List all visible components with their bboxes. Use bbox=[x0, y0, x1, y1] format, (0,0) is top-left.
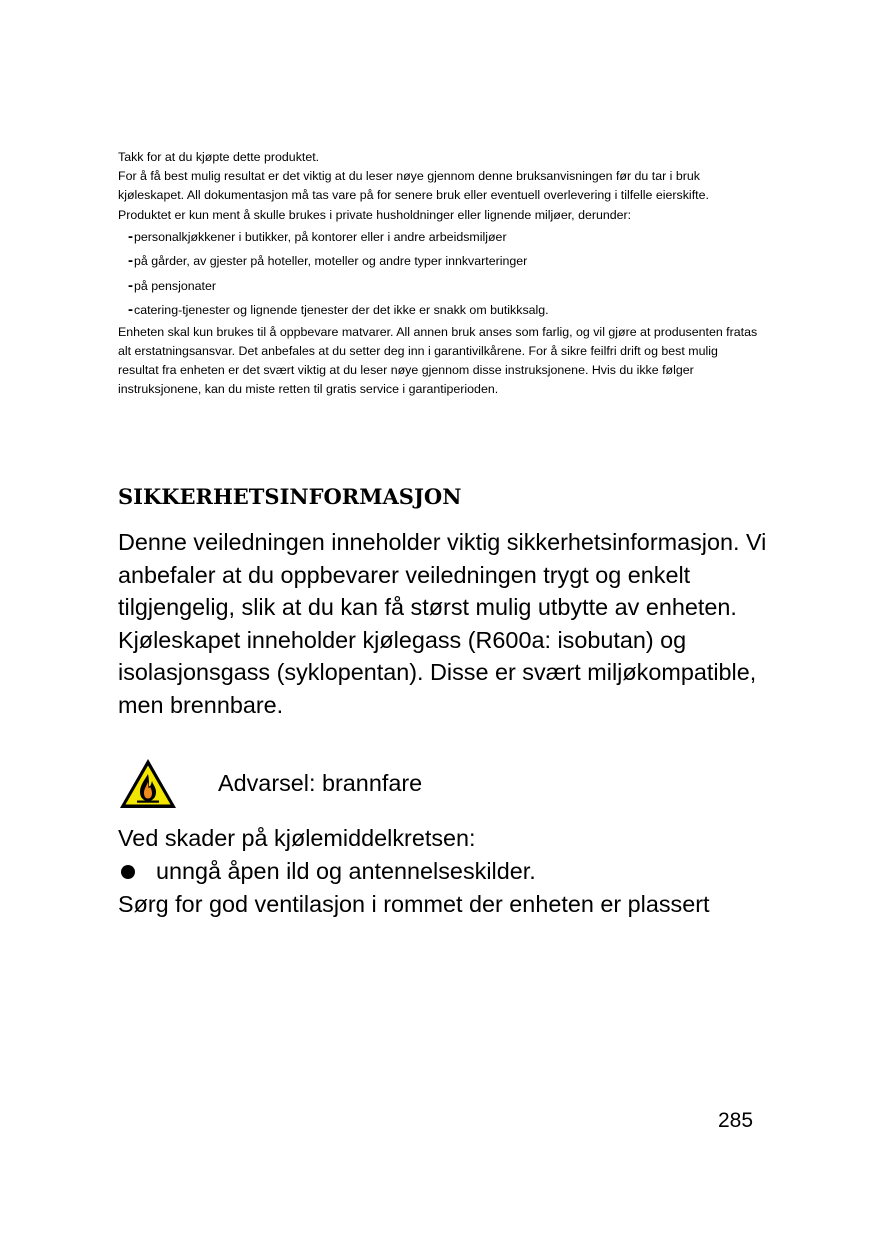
list-item-text: på gårder, av gjester på hoteller, moteller og andre typer innkvarteringer bbox=[134, 254, 528, 269]
list-dash: - bbox=[128, 227, 133, 245]
damage-bullet bbox=[118, 855, 798, 888]
list-item bbox=[128, 225, 758, 250]
page-number: 285 bbox=[718, 1109, 754, 1132]
list-dash: - bbox=[128, 276, 133, 294]
intro-section bbox=[118, 148, 758, 400]
safety-paragraph-1: Denne veiledningen inneholder viktig sikkerhetsinformasjon. Vi anbefaler at du oppbevarer veiledningen trygt og enkelt tilgjengelig, slik at du kan få størst mulig utbytte av enheten. bbox=[118, 529, 767, 621]
warning-text: Advarsel: brannfare bbox=[218, 770, 423, 796]
list-item bbox=[128, 249, 758, 274]
list-item bbox=[128, 298, 758, 323]
list-item-text: personalkjøkkener i butikker, på kontorer eller i andre arbeidsmiljøer bbox=[134, 229, 507, 244]
damage-heading: Ved skader på kjølemiddelkretsen: bbox=[118, 825, 476, 851]
usage-list bbox=[118, 225, 758, 323]
section-heading: SIKKERHETSINFORMASJON bbox=[118, 484, 462, 509]
list-item-text: på pensjonater bbox=[134, 278, 216, 293]
flammable-warning-icon bbox=[118, 757, 178, 811]
damage-bullet-text: unngå åpen ild og antennelseskilder. bbox=[156, 858, 536, 884]
list-item bbox=[128, 274, 758, 299]
bullet-dot-icon bbox=[121, 865, 135, 879]
safety-paragraph-2: Kjøleskapet inneholder kjølegass (R600a: isobutan) og isolasjonsgass (syklopentan). Disse er svært miljøkompatible, men brennbare. bbox=[118, 626, 757, 718]
intro-thanks: Takk for at du kjøpte dette produktet. bbox=[118, 150, 320, 164]
warning-row bbox=[118, 757, 778, 813]
safety-text bbox=[118, 526, 778, 722]
ventilation-text: Sørg for god ventilasjon i rommet der enheten er plassert bbox=[118, 891, 710, 917]
list-item-text: catering-tjenester og lignende tjenester der det ikke er snakk om butikksalg. bbox=[134, 303, 549, 318]
list-dash: - bbox=[128, 301, 133, 319]
intro-paragraph: For å få best mulig resultat er det viktig at du leser nøye gjennom denne bruksanvisningen før du tar i bruk kjøleskapet. All dokumentasjon må tas vare på for senere bruk eller eventuell overlevering i tilfelle eierskifte. Produktet er kun ment å skulle brukes i private husholdninger eller lignende miljøer, derunder: bbox=[118, 169, 709, 222]
intro-closing: Enheten skal kun brukes til å oppbevare matvarer. All annen bruk anses som farlig, og vil gjøre at produsenten fratas alt erstatningsansvar. Det anbefales at du setter deg inn i garantivilkårene. For å sikre feilfri drift og best mulig resultat fra enheten er det svært viktig at du leser nøye gjennom disse instruksjonene. Hvis du ikke følger instruksjonene, kan du miste retten til gratis service i garantiperioden. bbox=[118, 324, 758, 397]
damage-section bbox=[118, 822, 798, 921]
list-dash: - bbox=[128, 252, 133, 270]
